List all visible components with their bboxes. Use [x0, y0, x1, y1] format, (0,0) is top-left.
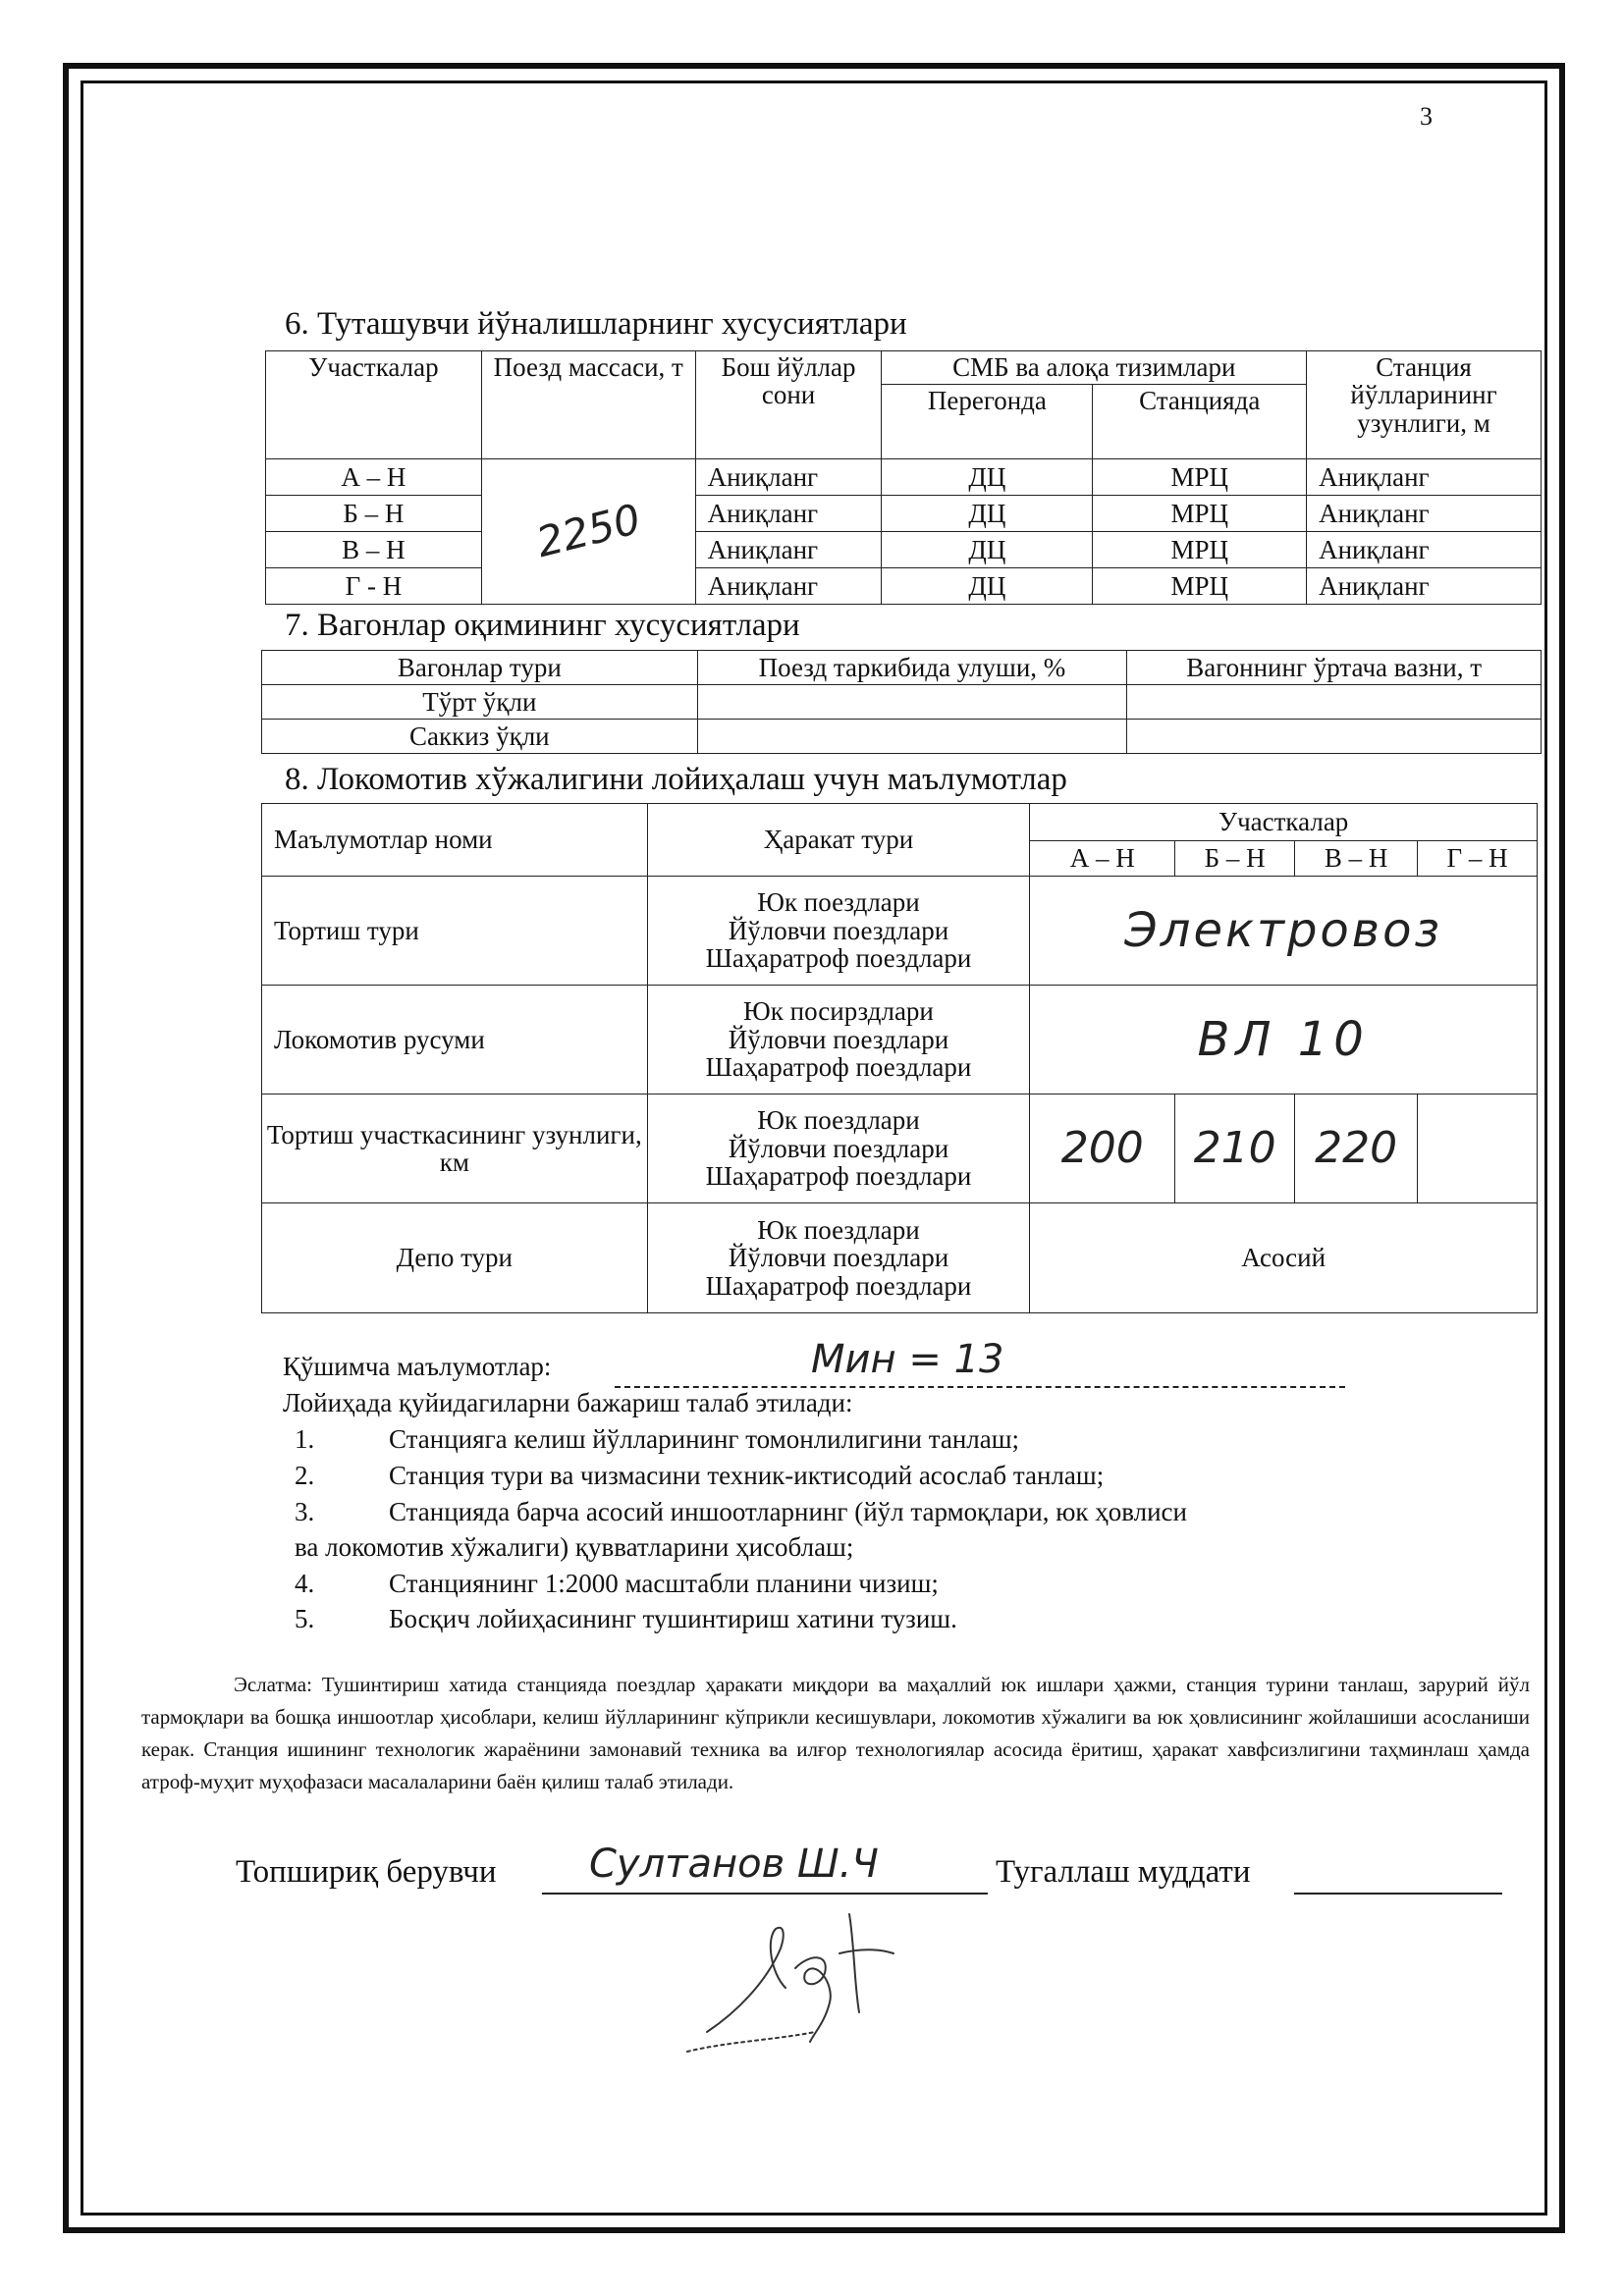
issuer-label: Топшириқ берувчи	[236, 1854, 497, 1890]
header-section-b: Б – Н	[1175, 841, 1295, 877]
passenger-trains: Йўловчи поездлари	[728, 915, 949, 945]
freight-trains: Юк посирздлари	[743, 996, 934, 1027]
handwritten-length: 200	[1060, 1122, 1144, 1173]
freight-trains: Юк поездлари	[757, 1214, 920, 1245]
length-g-cell	[1418, 1095, 1538, 1203]
motion-type-cell	[647, 986, 1030, 1095]
section-8-title: 8. Локомотив хўжалигини лойиҳалаш учун маълумотлар	[285, 762, 1067, 797]
section-cell: А – Н	[266, 459, 482, 496]
section-cell: Б – Н	[266, 496, 482, 532]
list-item: 4. Станциянинг 1:2000 масштабли планини чизиш;	[295, 1569, 939, 1598]
list-item: 1. Станцияга келиш йўлларининг томонлилигини танлаш;	[295, 1424, 1020, 1454]
data-name-cell: Локомотив русуми	[262, 986, 648, 1095]
length-cell: Аниқланг	[1307, 459, 1542, 496]
wagon-type-cell: Саккиз ўқли	[262, 720, 698, 754]
passenger-trains: Йўловчи поездлари	[728, 1133, 949, 1163]
station-cell: МРЦ	[1093, 568, 1307, 605]
share-cell	[697, 720, 1127, 754]
locomotive-model-value	[1030, 986, 1538, 1095]
list-item: 3. Станцияда барча асосий иншоотларнинг (йўл тармоқлари, юк ҳовлиси	[295, 1497, 1187, 1526]
extra-info-handwritten: Мин = 13	[811, 1337, 1004, 1382]
section-6-table	[265, 350, 1542, 605]
header-track-length: Станция йўлларининг узунлиги, м	[1307, 351, 1542, 459]
table-row	[266, 568, 1542, 605]
header-sections: Участкалар	[1030, 804, 1538, 841]
section-cell: Г - Н	[266, 568, 482, 605]
data-name-cell: Тортиш тури	[262, 877, 648, 986]
station-cell: МРЦ	[1093, 532, 1307, 568]
motion-type-cell	[647, 1095, 1030, 1203]
extra-info-label: Қўшимча маълумотлар:	[283, 1352, 552, 1381]
station-cell: МРЦ	[1093, 459, 1307, 496]
header-train-mass: Поезд массаси, т	[481, 351, 695, 459]
traction-type-value	[1030, 877, 1538, 986]
freight-trains: Юк поездлари	[757, 1105, 920, 1136]
header-section-a: А – Н	[1030, 841, 1175, 877]
signature	[668, 1895, 962, 2061]
note-paragraph: Эслатма: Тушинтириш хатида станцияда поездлар ҳаракати миқдори ва маҳаллий юк ишлари ҳажми, станция турини танлаш, зарурий йўл тармоқлари ва бошқа иншоотлар ҳисоблари, келиш йўлларининг кўприкли кесишувлари, локомотив хўжалиги ва юк ҳовлисининг жойлашиши асосланиши керак. Станция ишининг технологик жараёнини замонавий техника ва илғор технологиялар асосида ёритиш, ҳаракат хавфсизлигини таҳминлаш ҳамда атроф-муҳит муҳофазаси масалаларини баён қилиш талаб этилади.	[141, 1673, 1530, 1793]
passenger-trains: Йўловчи поездлари	[728, 1243, 949, 1273]
table-row	[266, 459, 1542, 496]
table-row	[262, 720, 1542, 754]
page-number: 3	[1420, 102, 1433, 131]
length-cell: Аниқланг	[1307, 496, 1542, 532]
requirements-intro: Лойиҳада қуйидагиларни бажариш талаб этилади:	[283, 1388, 853, 1417]
data-name-cell: Тортиш участкасининг узунлиги, км	[262, 1095, 648, 1203]
motion-type-cell	[647, 1203, 1030, 1313]
header-avg-weight: Вагоннинг ўртача вазни, т	[1127, 651, 1542, 685]
table-row	[266, 496, 1542, 532]
section-7-title: 7. Вагонлар оқимининг хусусиятлари	[285, 608, 800, 643]
handwritten-locomotive: ВЛ 10	[1197, 1011, 1370, 1067]
suburban-trains: Шаҳаратроф поездлари	[705, 1161, 972, 1192]
length-v-cell	[1295, 1095, 1418, 1203]
suburban-trains: Шаҳаратроф поездлари	[705, 1052, 972, 1083]
issuer-handwritten: Султанов Ш.Ч	[589, 1842, 879, 1887]
table-row	[262, 1095, 1538, 1203]
list-item: ва локомотив хўжалиги) қувватларини ҳисоблаш;	[295, 1532, 854, 1562]
depot-type-value: Асосий	[1030, 1203, 1538, 1313]
length-b-cell	[1175, 1095, 1295, 1203]
header-motion-type: Ҳаракат тури	[647, 804, 1030, 877]
list-item: 2. Станция тури ва чизмасини техник-иктисодий асослаб танлаш;	[295, 1461, 1105, 1490]
header-sections: Участкалар	[266, 351, 482, 459]
table-row	[262, 1203, 1538, 1313]
avg-weight-cell	[1127, 720, 1542, 754]
header-station: Станцияда	[1093, 385, 1307, 459]
data-name-cell: Депо тури	[262, 1203, 648, 1313]
tracks-cell: Аниқланг	[695, 459, 882, 496]
suburban-trains: Шаҳаратроф поездлари	[705, 1270, 972, 1301]
tracks-cell: Аниқланг	[695, 568, 882, 605]
list-item: 5. Босқич лойиҳасининг тушинтириш хатини тузиш.	[295, 1604, 957, 1633]
section-cell: В – Н	[266, 532, 482, 568]
deadline-line	[1294, 1893, 1502, 1895]
handwritten-length: 220	[1315, 1122, 1398, 1173]
table-row	[266, 532, 1542, 568]
length-cell: Аниқланг	[1307, 568, 1542, 605]
wagon-type-cell: Тўрт ўқли	[262, 685, 698, 720]
header-wagon-type: Вагонлар тури	[262, 651, 698, 685]
tracks-cell: Аниқланг	[695, 496, 882, 532]
handwritten-length: 210	[1193, 1122, 1276, 1173]
length-cell: Аниқланг	[1307, 532, 1542, 568]
header-peregon: Перегонда	[882, 385, 1093, 459]
motion-type-cell	[647, 877, 1030, 986]
table-row	[262, 685, 1542, 720]
freight-trains: Юк поездлари	[757, 887, 920, 918]
header-share: Поезд таркибида улуши, %	[697, 651, 1127, 685]
table-row	[262, 986, 1538, 1095]
peregon-cell: ДЦ	[882, 568, 1093, 605]
section-7-table	[261, 650, 1542, 754]
peregon-cell: ДЦ	[882, 459, 1093, 496]
header-section-v: В – Н	[1295, 841, 1418, 877]
section-8-table	[261, 803, 1538, 1313]
section-6-title: 6. Туташувчи йўналишларнинг хусусиятлари	[285, 306, 907, 342]
train-mass-cell	[481, 459, 695, 605]
peregon-cell: ДЦ	[882, 532, 1093, 568]
header-data-name: Маълумотлар номи	[262, 804, 648, 877]
header-section-g: Г – Н	[1418, 841, 1538, 877]
tracks-cell: Аниқланг	[695, 532, 882, 568]
avg-weight-cell	[1127, 685, 1542, 720]
length-a-cell	[1030, 1095, 1175, 1203]
passenger-trains: Йўловчи поездлари	[728, 1024, 949, 1054]
station-cell: МРЦ	[1093, 496, 1307, 532]
header-main-tracks: Бош йўллар сони	[695, 351, 882, 459]
deadline-label: Тугаллаш муддати	[996, 1854, 1251, 1890]
header-smb: СМБ ва алоқа тизимлари	[882, 351, 1307, 385]
share-cell	[697, 685, 1127, 720]
handwritten-traction: Электровоз	[1124, 902, 1442, 958]
handwritten-mass: 2250	[531, 495, 645, 567]
peregon-cell: ДЦ	[882, 496, 1093, 532]
suburban-trains: Шаҳаратроф поездлари	[705, 943, 972, 974]
table-row	[262, 877, 1538, 986]
